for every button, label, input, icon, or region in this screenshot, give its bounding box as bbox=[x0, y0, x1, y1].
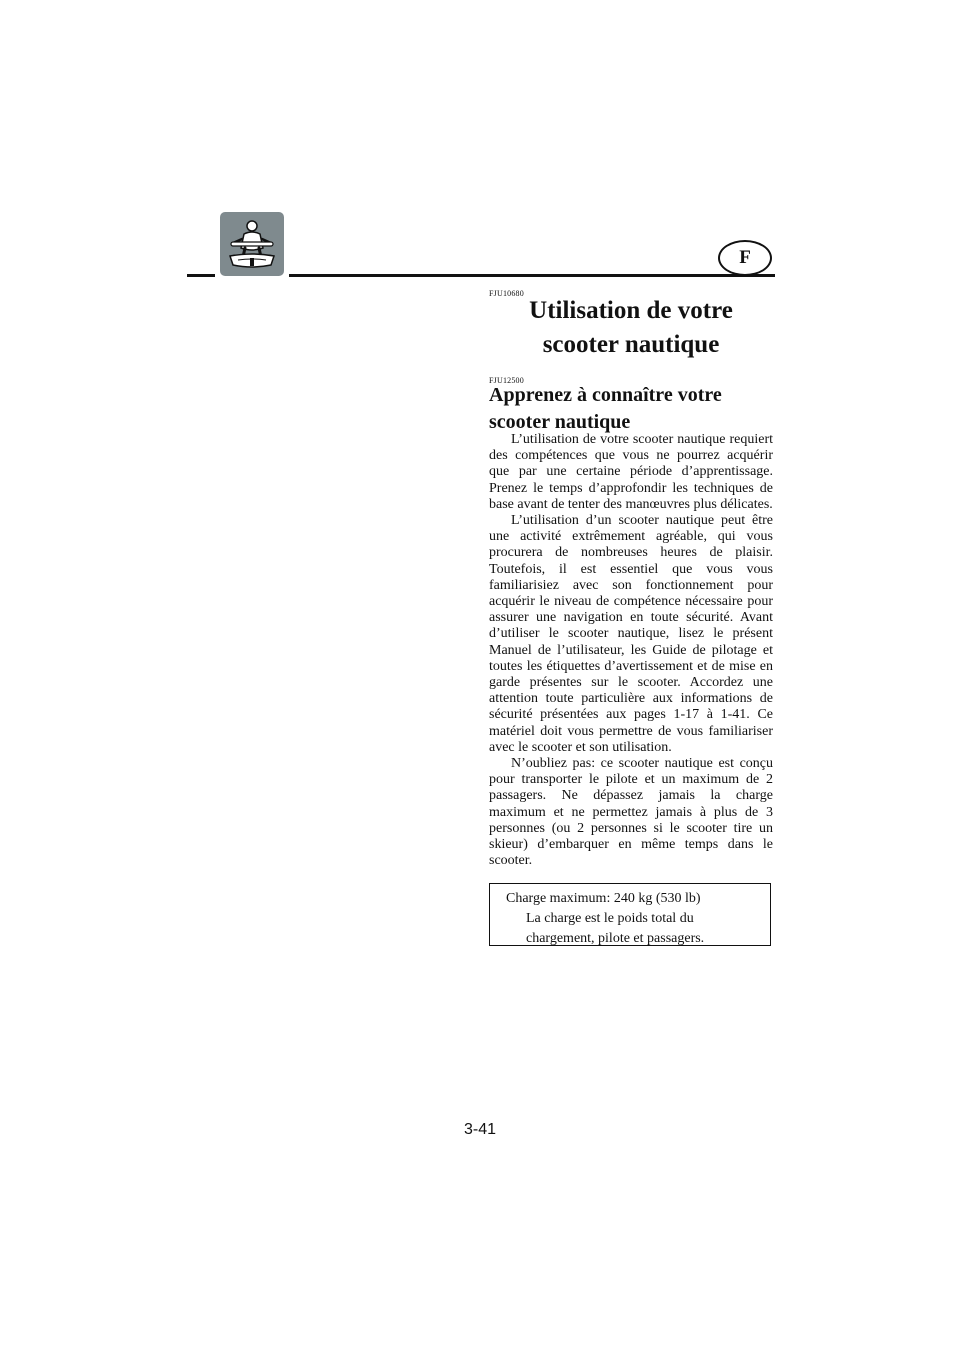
section-code: FJU12500 bbox=[489, 376, 524, 385]
load-capacity-note bbox=[489, 883, 771, 946]
watercraft-rider-icon bbox=[220, 212, 284, 276]
page-number: 3-41 bbox=[463, 1121, 497, 1138]
paragraph: L’utilisation d’un scooter nautique peut être une activité extrêmement agréable, qui vous procurera de nombreuses heures de plaisir. Toutefois, il est essentiel que vous vous familiarisiez avec son fonctionnement pour acquérir le niveau de compétence nécessaire pour assurer une navigation en toute sécurité. Avant d’utiliser le scooter nautique, lisez le présent Manuel de l’utilisateur, les Guide de pilotage et toutes les étiquettes d’avertissement et de mise en garde présentes sur le scooter. Accordez une attention toute particulière aux informations de sécurité présentées aux pages 1-17 à 1-41. Ce matériel doit vous permettre de vous familiariser avec le scooter et son utilisation. bbox=[489, 513, 773, 755]
note-line-max-load: Charge maximum: 240 kg (530 lb) bbox=[506, 891, 701, 906]
chapter-title: Utilisation de votre scooter nautique bbox=[529, 297, 733, 358]
chapter-code: FJU10680 bbox=[489, 289, 524, 298]
paragraph: N’oubliez pas: ce scooter nautique est conçu pour transporter le pilote et un maximum de 2 passagers. Ne dépassez jamais la charge maximum et ne permettez jamais à plus de 3 personnes (ou 2 personnes si le scooter tire un skieur) d’embarquer en même temps dans le scooter. bbox=[489, 756, 773, 869]
language-badge: F bbox=[718, 240, 772, 276]
body-text bbox=[489, 432, 773, 869]
note-line-definition: La charge est le poids total du chargement, pilote et passagers. bbox=[526, 911, 705, 946]
section-title: Apprenez à connaître votre scooter nautique bbox=[489, 384, 722, 433]
header-rule-right bbox=[289, 274, 775, 277]
paragraph: L’utilisation de votre scooter nautique requiert des compétences que vous ne pourrez acquérir que par une certaine période d’apprentissage. Prenez le temps d’approfondir les techniques de base avant de tenter des manœuvres plus délicates. bbox=[489, 432, 773, 512]
header-rule-left bbox=[187, 274, 215, 277]
